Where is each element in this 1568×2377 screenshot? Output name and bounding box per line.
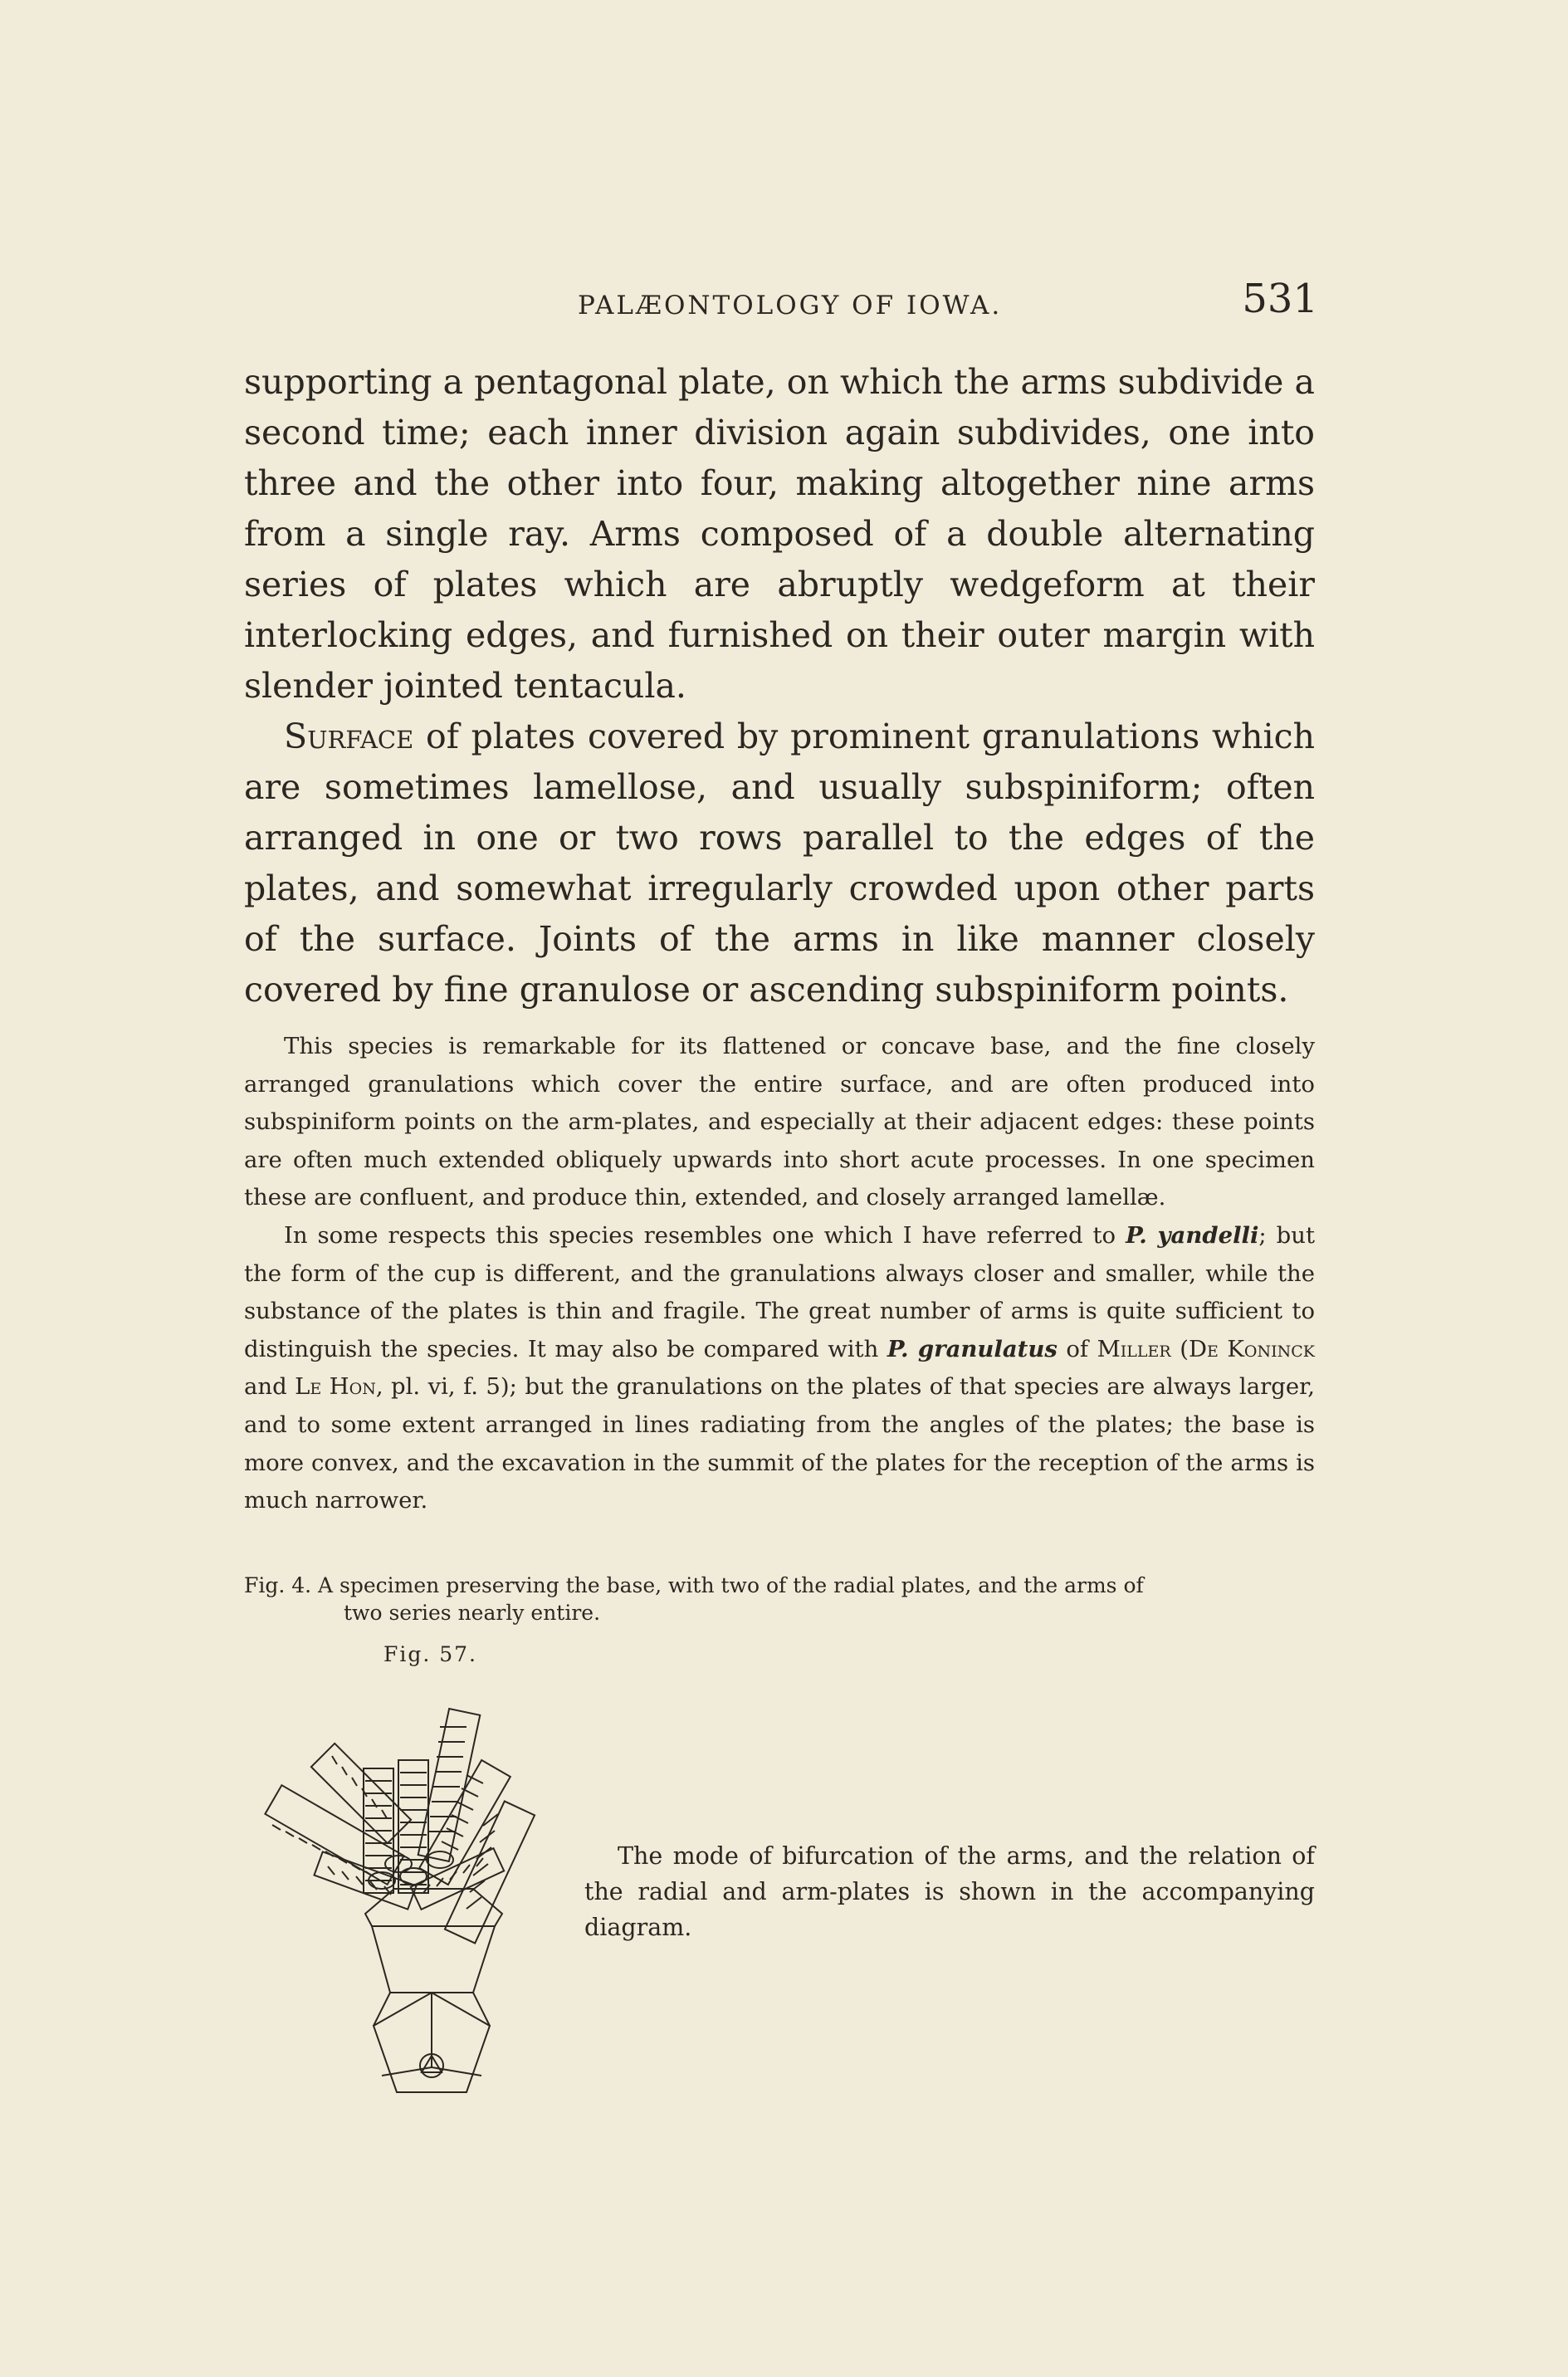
remarks-text-c: of [1057,1335,1097,1362]
remarks-text-a: In some respects this species resembles one which I have referred to [284,1221,1126,1249]
arm-left-mid [311,1744,411,1843]
remarks-text-f: , pl. vi, f. 5); but the granulations on the plates of that species are always larger, and to some extent arranged in lines radiating from the angles of the plates; the base is more convex, and the excavation in the summit of the plates for the reception of the arms is much narrower. [244,1373,1316,1514]
arm-right-mid [419,1760,510,1885]
caption-line-2: two series nearly entire. [344,1601,601,1625]
bifurcation-plate [365,1889,502,1926]
remarks-text-d: ( [1170,1335,1189,1362]
description-text [244,357,1315,1015]
running-title: PALÆONTOLOGY OF IOWA. [578,291,1003,320]
remarks-text [244,1028,1315,1520]
description-paragraph-1: supporting a pentagonal plate, on which the arms subdivide a second time; each inner division again subdivides, one into three and the other into four, making altogether nine arms from a single ray. Arms composed of a double alternating series of plates which are abruptly wedgeform at their interlocking edges, and furnished on their outer margin with slender jointed tentacula. [244,362,1315,706]
crinoid-arm-diagram [249,1677,581,2159]
remarks-paragraph-2 [244,1217,1315,1520]
figure-label: Fig. 57. [383,1642,477,1666]
author-miller: Miller [1097,1335,1171,1362]
arm-plate-oval-2 [400,1868,427,1885]
surface-text: of plates covered by prominent granulations which are sometimes lamellose, and usually subspiniform; often arranged in one or two rows parallel to the edges of the plates, and somewhat irregularly crowded upon other parts of the surface. Joints of the arms in like manner closely covered by fine granulose or ascending subspiniform points. [244,717,1315,1010]
remarks-text-b: ; but the form of the cup is different, and the granulations always closer and smaller, while the substance of the plates is thin and fragile. The great number of arms is quite sufficient to distinguish the species. It may also be compared with [244,1221,1315,1362]
radial-plate [372,1926,495,1993]
remarks-paragraph-1: This species is remarkable for its flattened or concave base, and the fine closely arranged granulations which cover the entire surface, and are often produced into subspiniform points on the arm-plates, and especially at their adjacent edges: these points are often much extended obliquely upwards into short acute processes. In one specimen these are confluent, and produce thin, extended, and closely arranged lamellæ. [244,1033,1315,1211]
arm-left-outer [265,1785,403,1885]
description-paragraph-2 [244,712,1315,1015]
author-de-koninck: De Koninck [1188,1335,1315,1362]
surface-heading: Surface [284,717,414,756]
caption-line-1: Fig. 4. A specimen preserving the base, with two of the radial plates, and the arms of [244,1573,1144,1597]
running-header [246,274,1318,332]
species-name-granulatus: P. granulatus [887,1335,1058,1362]
diagram-explanation-text: The mode of bifurcation of the arms, and the relation of the radial and arm-plates is shown in the accompanying diagram. [584,1842,1315,1941]
species-name-yandelli: P. yandelli [1126,1221,1259,1249]
arm-right-outer [445,1802,535,1944]
remarks-text-e: and [244,1373,296,1401]
page-number: 531 [1242,276,1318,322]
author-le-hon: Le Hon [295,1373,376,1401]
diagram-explanation [584,1838,1315,1945]
figure-caption [244,1572,1315,1626]
arm-center-3 [418,1709,481,1861]
